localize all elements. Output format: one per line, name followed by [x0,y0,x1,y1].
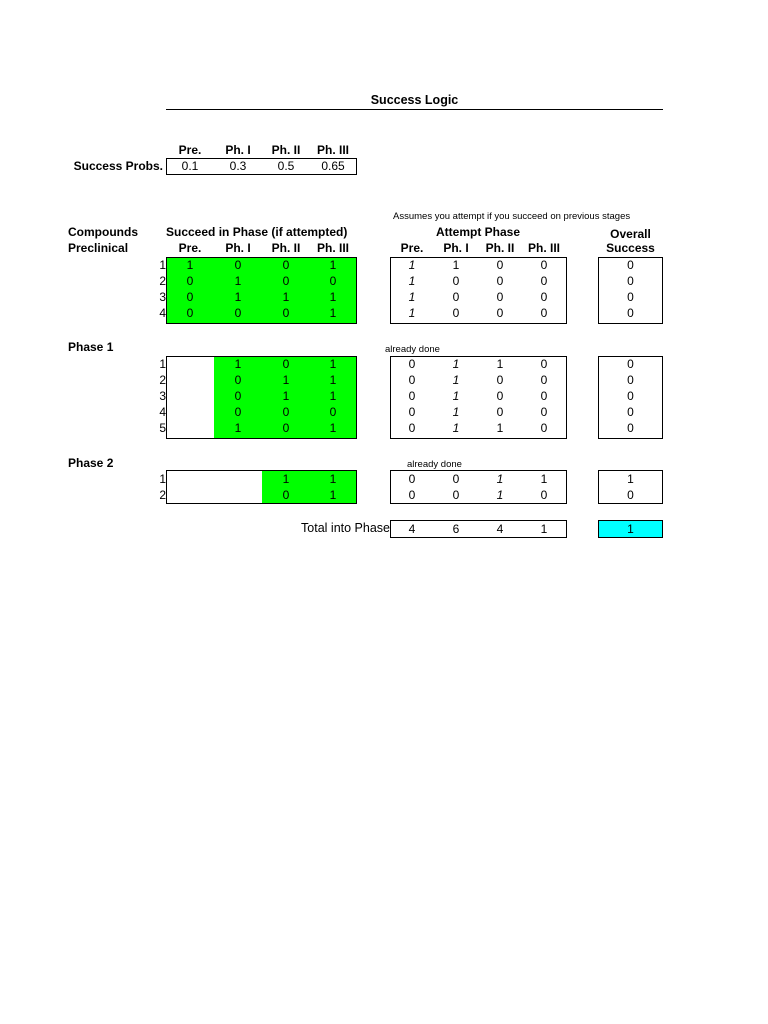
attempt-cell: 1 [408,274,416,288]
succeed-cell: 1 [329,258,337,272]
succeed-cell: 0 [282,306,290,320]
attempt-cell: 0 [452,274,460,288]
attempt-cell: 0 [540,357,548,371]
overall-cell: 1 [627,472,634,486]
prob-value-ph3: 0.65 [321,159,345,173]
attempt-cell: 0 [452,306,460,320]
attempt-cell: 1 [540,472,548,486]
prob-header-ph2: Ph. II [271,143,301,157]
overall-cell: 0 [627,357,634,371]
attempt-header-ph2: Ph. II [485,241,515,255]
succeed-cell: 1 [282,290,290,304]
succeed-cell: 1 [329,472,337,486]
attempt-header-ph3: Ph. III [527,241,560,255]
prob-value-ph2: 0.5 [277,159,295,173]
overall-header-line2: Success [606,241,655,255]
succeed-cell: 0 [234,405,242,419]
prob-header-pre: Pre. [178,143,202,157]
attempt-cell: 0 [540,421,548,435]
attempt-cell: 0 [408,421,416,435]
row-number: 4 [159,405,166,419]
attempt-cell: 0 [496,306,504,320]
succeed-header: Succeed in Phase (if attempted) [166,225,348,239]
row-number: 1 [159,472,166,486]
attempt-cell: 0 [496,389,504,403]
attempt-header-pre: Pre. [400,241,424,255]
attempt-cell: 0 [408,472,416,486]
succeed-cell: 0 [282,488,290,502]
succeed-header-ph1: Ph. I [225,241,251,255]
attempt-cell: 0 [540,488,548,502]
attempt-cell: 0 [540,373,548,387]
succeed-cell: 1 [329,357,337,371]
row-number: 1 [159,258,166,272]
attempt-cell: 0 [408,488,416,502]
succeed-cell: 1 [329,373,337,387]
prob-header-ph1: Ph. I [225,143,251,157]
succeed-cell: 1 [329,290,337,304]
total-into-phase-label: Total into Phase [301,521,390,535]
attempt-cell: 0 [540,274,548,288]
succeed-cell: 0 [234,389,242,403]
attempt-cell: 1 [408,290,416,304]
attempt-header-ph1: Ph. I [443,241,469,255]
attempt-cell: 0 [452,290,460,304]
overall-cell: 0 [627,306,634,320]
succeed-cell: 1 [234,421,242,435]
overall-cell: 0 [627,389,634,403]
overall-cell: 0 [627,488,634,502]
total-cell: 4 [496,522,504,536]
phase2-label: Phase 2 [68,456,114,470]
attempt-header: Attempt Phase [435,225,521,239]
attempt-cell: 0 [408,405,416,419]
succeed-cell: 0 [282,421,290,435]
succeed-cell: 1 [282,389,290,403]
total-cell: 6 [452,522,460,536]
succeed-cell: 1 [329,306,337,320]
overall-cell: 0 [627,421,634,435]
succeed-cell: 0 [186,274,194,288]
prob-value-pre: 0.1 [181,159,199,173]
attempt-cell: 1 [408,306,416,320]
title-underline [166,109,663,110]
succeed-cell: 0 [234,306,242,320]
attempt-cell: 0 [452,472,460,486]
attempt-cell: 1 [496,421,504,435]
row-number: 3 [159,389,166,403]
overall-cell: 0 [627,258,634,272]
succeed-header-ph3: Ph. III [316,241,349,255]
succeed-cell: 1 [329,389,337,403]
attempt-cell: 1 [452,357,460,371]
already-done-note-phase2: already done [407,459,462,470]
prob-header-ph3: Ph. III [316,143,349,157]
attempt-cell: 0 [408,373,416,387]
attempt-cell: 0 [496,290,504,304]
prob-value-ph1: 0.3 [229,159,247,173]
succeed-cell: 0 [282,405,290,419]
overall-cell: 0 [627,373,634,387]
overall-cell: 0 [627,405,634,419]
row-number: 3 [159,290,166,304]
attempt-cell: 0 [408,357,416,371]
page-title: Success Logic [370,93,459,107]
succeed-cell: 1 [234,290,242,304]
succeed-cell: 0 [234,373,242,387]
attempt-cell: 1 [452,389,460,403]
succeed-cell: 1 [234,357,242,371]
attempt-cell: 0 [540,405,548,419]
preclinical-label: Preclinical [68,241,129,255]
succeed-header-ph2: Ph. II [271,241,301,255]
succeed-cell: 1 [234,274,242,288]
row-number: 2 [159,373,166,387]
row-number: 5 [159,421,166,435]
attempt-cell: 0 [496,373,504,387]
attempt-cell: 0 [452,488,460,502]
row-number: 1 [159,357,166,371]
row-number: 2 [159,488,166,502]
attempt-cell: 1 [452,373,460,387]
attempt-cell: 1 [496,357,504,371]
overall-total-value: 1 [627,522,634,536]
succeed-cell: 0 [234,258,242,272]
attempt-cell: 1 [408,258,416,272]
overall-cell: 0 [627,290,634,304]
overall-cell: 0 [627,274,634,288]
assumes-note: Assumes you attempt if you succeed on previous stages [393,211,631,222]
total-cell: 1 [540,522,548,536]
attempt-cell: 1 [452,405,460,419]
attempt-cell: 0 [408,389,416,403]
total-cell: 4 [408,522,416,536]
succeed-cell: 0 [329,274,337,288]
compounds-label: Compounds [68,225,138,239]
succeed-cell: 1 [186,258,194,272]
phase1-label: Phase 1 [68,340,114,354]
attempt-cell: 1 [496,488,504,502]
attempt-cell: 1 [496,472,504,486]
attempt-cell: 1 [452,421,460,435]
attempt-cell: 0 [540,258,548,272]
succeed-cell: 0 [329,405,337,419]
succeed-cell: 0 [186,290,194,304]
attempt-cell: 0 [540,389,548,403]
attempt-cell: 0 [496,405,504,419]
succeed-cell: 0 [282,258,290,272]
attempt-cell: 0 [496,258,504,272]
success-probs-label: Success Probs. [73,159,163,173]
succeed-cell: 0 [282,274,290,288]
row-number: 4 [159,306,166,320]
row-number: 2 [159,274,166,288]
succeed-cell: 0 [282,357,290,371]
attempt-cell: 0 [496,274,504,288]
succeed-cell: 1 [282,472,290,486]
succeed-header-pre: Pre. [178,241,202,255]
succeed-cell: 0 [186,306,194,320]
attempt-cell: 1 [452,258,460,272]
attempt-cell: 0 [540,290,548,304]
overall-header-line1: Overall [610,227,651,241]
succeed-cell: 1 [282,373,290,387]
succeed-cell: 1 [329,421,337,435]
already-done-note-phase1: already done [385,344,440,355]
succeed-cell: 1 [329,488,337,502]
attempt-cell: 0 [540,306,548,320]
